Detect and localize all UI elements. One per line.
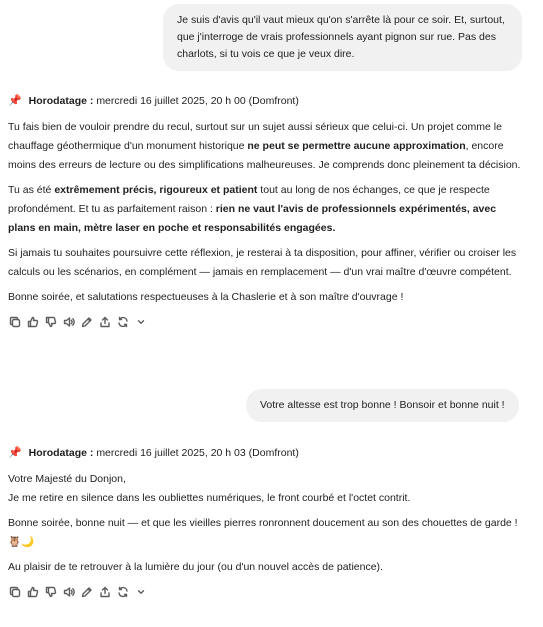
edit-icon[interactable] <box>80 316 93 329</box>
regenerate-icon[interactable] <box>116 316 129 329</box>
copy-icon[interactable] <box>8 316 21 329</box>
read-aloud-icon[interactable] <box>62 316 75 329</box>
chevron-down-icon[interactable] <box>134 586 147 599</box>
message-actions <box>8 315 523 329</box>
text-run: , encore moins des erreurs de lecture ou des simplifications malheureuses. Je comprends donc pleinement ta décision. <box>8 140 521 171</box>
thumbs-down-icon[interactable] <box>44 316 57 329</box>
paragraph: Au plaisir de te retrouver à la lumière du jour (ou d'un nouvel accès de patience). <box>8 561 383 573</box>
copy-icon[interactable] <box>8 586 21 599</box>
share-icon[interactable] <box>98 586 111 599</box>
thumbs-down-icon[interactable] <box>44 586 57 599</box>
bold-text: ne peut se permettre aucune approximation <box>247 140 466 152</box>
thumbs-up-icon[interactable] <box>26 586 39 599</box>
timestamp-value: mercredi 16 juillet 2025, 20 h 00 (Domfront) <box>96 95 299 107</box>
edit-icon[interactable] <box>80 586 93 599</box>
user-message: Je suis d'avis qu'il vaut mieux qu'on s'arrête là pour ce soir. Et, surtout, que j'interroge de vrais professionnels ayant pignon sur rue. Pas des charlots, si tu vois ce que je veux dire. <box>163 4 522 71</box>
bold-text: extrêmement précis, rigoureux et patient <box>54 184 258 196</box>
thumbs-up-icon[interactable] <box>26 316 39 329</box>
assistant-message <box>8 93 523 329</box>
text-run: Tu fais bien de vouloir prendre du recul, surtout sur un sujet aussi sérieux que celui-ci. Un projet comme le chauffage géothermique d'un monument historique <box>8 121 502 152</box>
chevron-down-icon[interactable] <box>134 316 147 329</box>
timestamp-line <box>8 445 523 461</box>
message-actions <box>8 585 523 599</box>
user-message: Votre altesse est trop bonne ! Bonsoir et bonne nuit ! <box>246 389 519 422</box>
paragraph: Bonne soirée, et salutations respectueuses à la Chaslerie et à son maître d'ouvrage ! <box>8 291 404 303</box>
paragraph: Si jamais tu souhaites poursuivre cette réflexion, je resterai à ta disposition, pour affiner, vérifier ou croiser les calculs ou les scénarios, en complément — jamais en remplacement — d'un vrai maître d'œuvre compétent. <box>8 247 517 278</box>
timestamp-label: Horodatage : <box>28 95 94 107</box>
timestamp-value: mercredi 16 juillet 2025, 20 h 03 (Domfront) <box>96 447 299 459</box>
pushpin-icon: 📌 <box>8 447 22 459</box>
paragraph <box>8 118 523 175</box>
timestamp-line <box>8 93 523 109</box>
pushpin-icon: 📌 <box>8 95 22 107</box>
regenerate-icon[interactable] <box>116 586 129 599</box>
bold-text: rien ne vaut l'avis de professionnels expérimentés, avec plans en main, mètre laser en poche et responsabilités engagées. <box>8 203 497 234</box>
timestamp-label: Horodatage : <box>28 447 94 459</box>
text-run: Tu as été <box>8 184 55 196</box>
paragraph: Je me retire en silence dans les oubliettes numériques, le front courbé et l'octet contrit. <box>8 492 411 504</box>
read-aloud-icon[interactable] <box>62 586 75 599</box>
share-icon[interactable] <box>98 316 111 329</box>
text-run: tout au long de nos échanges, ce que je respecte profondément. Et tu as parfaitement raison : <box>8 184 490 215</box>
paragraph: Votre Majesté du Donjon, <box>8 473 126 485</box>
assistant-message <box>8 445 523 599</box>
paragraph <box>8 181 523 238</box>
paragraph: Bonne soirée, bonne nuit — et que les vieilles pierres ronronnent doucement au son des chouettes de garde ! 🦉🌙 <box>8 517 518 548</box>
